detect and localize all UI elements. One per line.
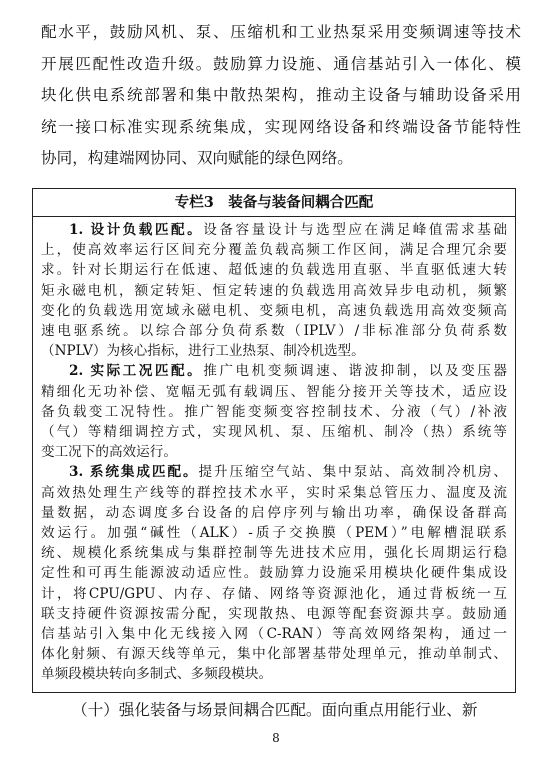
text-line: 量数据，动态调度多台设备的启停序列与输出功率，确保设备群高 bbox=[41, 504, 507, 521]
text-line: 变化的负载选用宽域永磁电机、变频电机，高速负载选用高效变频高 bbox=[41, 302, 507, 319]
text-line: （气）等精细调控方式，实现风机、泵、压缩机、制冷（热）系统等 bbox=[41, 424, 507, 441]
text-line: （十）强化装备与场景间耦合匹配。面向重点用能行业、新 bbox=[72, 701, 478, 719]
text-line: 块化供电系统部署和集中散热架构，推动主设备与辅助设备采用 bbox=[41, 86, 521, 104]
text-line: 效运行。加强“碱性（ALK）-质子交换膜（PEM）”电解槽混联系 bbox=[41, 525, 507, 542]
text-line: 协同，构建端网协同、双向赋能的绿色网络。 bbox=[41, 149, 353, 167]
text-line: 矩永磁电机，额定转矩、恒定转速的负载选用高效异步电动机，频繁 bbox=[41, 282, 507, 299]
box-title: 专栏3 装备与装备间耦合匹配 bbox=[33, 189, 515, 217]
text-line: 设备容量设计与选型应在满足峰值需求基础 bbox=[203, 222, 507, 238]
text-line: 统一接口标准实现系统集成，实现网络设备和终端设备节能特性 bbox=[41, 117, 521, 136]
text-line: 配水平，鼓励风机、泵、压缩机和工业热泵采用变频调速等技术 bbox=[41, 23, 521, 41]
special-column-box bbox=[32, 188, 516, 693]
page-number: 8 bbox=[272, 731, 280, 745]
section-heading: 1. 设计负载匹配。 bbox=[69, 222, 204, 238]
section-heading: 3. 系统集成匹配。 bbox=[69, 464, 199, 481]
text-line: 计，将CPU/GPU、内存、存储、网络等资源池化，通过背板统一互 bbox=[41, 585, 507, 602]
section-heading: 2. 实际工况匹配。 bbox=[69, 363, 204, 380]
section-first-line bbox=[41, 361, 507, 381]
text-line: 单频段模块转向多制式、多频段模块。 bbox=[41, 666, 273, 683]
text-line: 推广电机变频调速、谐波抑制，以及变压器 bbox=[203, 363, 507, 380]
text-line: 体化射频、有源天线等单元，集中化部署基带处理单元，推动单制式、 bbox=[41, 646, 507, 663]
text-line: （NPLV）为核心指标，进行工业热泵、制冷机选型。 bbox=[41, 343, 365, 360]
text-line: 联支持硬件资源按需分配，实现散热、电源等配套资源共享。鼓励通 bbox=[41, 605, 507, 622]
box-body bbox=[41, 220, 507, 685]
text-line: 提升压缩空气站、集中泵站、高效制冷机房、 bbox=[198, 464, 507, 481]
text-line: 上，使高效率运行区间充分覆盖负载高频工作区间，满足合理冗余要 bbox=[41, 242, 507, 259]
text-line: 速电驱系统。以综合部分负荷系数（IPLV）/非标准部分负荷系数 bbox=[41, 323, 507, 340]
text-line: 求。针对长期运行在低速、超低速的负载选用直驱、半直驱低速大转 bbox=[41, 262, 507, 279]
body-paragraph bbox=[41, 17, 521, 175]
text-line: 开展匹配性改造升级。鼓励算力设施、通信基站引入一体化、模 bbox=[41, 54, 521, 73]
section-first-line bbox=[41, 220, 507, 240]
text-line: 高效热处理生产线等的群控技术水平，实时采集总管压力、温度及流 bbox=[41, 484, 507, 501]
text-line: 定性和可再生能源波动适应性。鼓励算力设施采用模块化硬件集成设 bbox=[41, 565, 507, 582]
text-line: 精细化无功补偿、宽幅无弧有载调压、智能分接开关等技术，适应设 bbox=[41, 383, 507, 400]
text-line: 变工况下的高效运行。 bbox=[41, 444, 177, 461]
text-line: 信基站引入集中化无线接入网（C-RAN）等高效网络架构，通过一 bbox=[41, 626, 507, 643]
section-first-line bbox=[41, 462, 507, 482]
body-paragraph bbox=[41, 695, 521, 727]
text-line: 统、规模化系统集成与集群控制等先进技术应用，强化长周期运行稳 bbox=[41, 545, 507, 562]
text-line: 备负载变工况特性。推广智能变频变容控制技术、分液（气）/补液 bbox=[41, 403, 507, 420]
